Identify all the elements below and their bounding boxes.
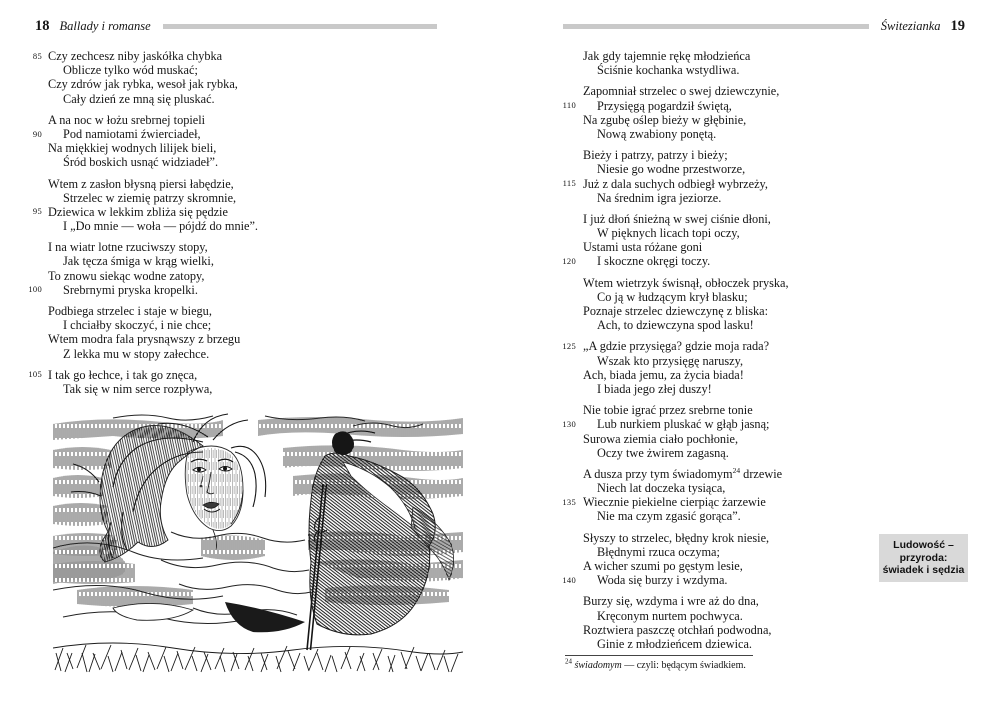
- stanza: [540, 403, 990, 460]
- poem-line-text: Przysięgą pogardził świętą,: [597, 98, 732, 113]
- poem-line-text: Bieży i patrzy, patrzy i bieży;: [583, 148, 728, 163]
- poem-line-text: To znowu siekąc wodne zatopy,: [48, 268, 205, 283]
- poem-line: [540, 290, 990, 304]
- poem-line: [25, 113, 475, 127]
- poem-line-text: Woda się burzy i wzdyma.: [597, 573, 728, 588]
- poem-column-left: [25, 49, 475, 403]
- poem-line: [540, 382, 990, 396]
- verse-line-number: 110: [562, 100, 576, 111]
- verse-line-number: 140: [562, 574, 576, 585]
- poem-line-text: Jak tęcza śmiga w krąg wielki,: [63, 254, 214, 269]
- poem-line-text: Burzy się, wzdyma i wre aż do dna,: [583, 594, 759, 609]
- poem-line-text: Nową zwabiony ponętą.: [597, 126, 717, 141]
- poem-line: [540, 304, 990, 318]
- poem-line-text: Wiecznie piekielne cierpiąc żarzewie: [583, 495, 766, 510]
- poem-line: [25, 254, 475, 268]
- stanza: [25, 177, 475, 234]
- poem-line: [540, 495, 990, 509]
- footnote-rest: — czyli: będącym świadkiem.: [621, 660, 746, 671]
- left-running-title: Ballady i romanse: [59, 18, 151, 33]
- stanza: [25, 240, 475, 297]
- poem-line-text: Czy zechcesz niby jaskółka chybka: [48, 49, 223, 63]
- poem-line: [540, 339, 990, 353]
- poem-line: [25, 240, 475, 254]
- poem-line: [25, 205, 475, 219]
- poem-line-text: I na wiatr lotne rzuciwszy stopy,: [48, 240, 208, 255]
- poem-line: [540, 467, 990, 481]
- poem-line: [540, 127, 990, 141]
- nymph-face: [185, 446, 243, 550]
- poem-line: [540, 637, 990, 651]
- poem-line: [540, 509, 990, 523]
- stanza: [540, 84, 990, 141]
- stanza: [540, 467, 990, 524]
- poem-line-text: Surowa ziemia ciało pochłonie,: [583, 431, 739, 446]
- poem-line-text: I chciałby skoczyć, i nie chce;: [63, 318, 212, 333]
- poem-line: [540, 113, 990, 127]
- stanza: [540, 49, 990, 77]
- poem-line-text: Lub nurkiem pluskać w głąb jasną;: [597, 417, 770, 432]
- right-page-header: [563, 17, 965, 35]
- poem-line-text: Cały dzień ze mną się pluskać.: [63, 91, 215, 106]
- poem-line-text: Na zgubę oślep bieży w głębinie,: [583, 112, 747, 127]
- dark-wave-shape: [225, 602, 305, 632]
- margin-note: [879, 534, 968, 582]
- poem-line: [25, 332, 475, 346]
- poem-line: [25, 347, 475, 361]
- poem-line-text: Roztwiera paszczę otchłań podwodna,: [583, 622, 772, 637]
- poem-line-text: Pod namiotami źwierciadeł,: [63, 126, 201, 141]
- poem-line: [25, 219, 475, 233]
- poem-line-text: Słyszy to strzelec, błędny krok niesie,: [583, 530, 770, 545]
- poem-line: [25, 304, 475, 318]
- poem-line-text: A wicher szumi po gęstym lesie,: [583, 559, 743, 573]
- poem-line-text: Na miękkiej wodnych lilijek bieli,: [48, 141, 217, 156]
- poem-line-text: Czy zdrów jak rybka, wesoł jak rybka,: [48, 77, 238, 92]
- left-page-number: 18: [35, 18, 50, 34]
- poem-line-text: Nie tobie igrać przez srebrne tonie: [583, 403, 753, 418]
- poem-line-text: Kręconym nurtem pochwyca.: [597, 608, 743, 623]
- poem-line-text: Poznaje strzelec dziewczynę z bliska:: [583, 304, 769, 318]
- poem-line-text: Ach, to dziewczyna spod lasku!: [597, 318, 754, 333]
- poem-line: [25, 269, 475, 283]
- poem-line-text: Błędnymi rzuca oczyma;: [597, 544, 720, 559]
- margin-note-line: przyroda:: [899, 551, 948, 564]
- poem-line-text: I biada jego złej duszy!: [597, 381, 712, 396]
- poem-line: [540, 84, 990, 98]
- poem-line: [540, 212, 990, 226]
- poem-line-text: Wtem modra fala prysnąwszy z brzegu: [48, 332, 241, 347]
- poem-line: [540, 446, 990, 460]
- verse-line-number: 90: [32, 128, 42, 139]
- illustration-pen-drawing: [53, 412, 463, 697]
- poem-line-text: Ach, biada jemu, za życia biada!: [583, 367, 744, 382]
- poem-line: [540, 354, 990, 368]
- poem-line-text: Niech lat doczeka tysiąca,: [597, 481, 726, 496]
- poem-line-text: Wtem z zasłon błysną piersi łabędzie,: [48, 176, 234, 191]
- verse-line-number: 125: [562, 340, 576, 351]
- poem-line: [540, 417, 990, 431]
- verse-line-number: 105: [28, 369, 42, 380]
- poem-line-text: Srebrnymi pryska kropelki.: [63, 282, 198, 297]
- poem-line: [540, 403, 990, 417]
- left-page-header: [35, 17, 437, 35]
- poem-line-text: Ściśnie kochanka wstydliwa.: [597, 63, 740, 78]
- margin-note-line: świadek i sędzia: [882, 564, 965, 576]
- poem-line-text: I już dłoń śnieżną w swej ciśnie dłoni,: [583, 211, 771, 226]
- stanza: [540, 594, 990, 651]
- poem-line-text: „A gdzie przysięga? gdzie moja rada?: [583, 339, 770, 354]
- right-page-number: 19: [950, 18, 965, 34]
- margin-note-line: Ludowość –: [893, 539, 954, 551]
- poem-line-text: Strzelec w ziemię patrzy skromnie,: [63, 190, 237, 205]
- poem-line-text: A na noc w łożu srebrnej topieli: [48, 112, 206, 127]
- poem-line: [540, 368, 990, 382]
- verse-line-number: 115: [562, 178, 576, 189]
- poem-line: [25, 92, 475, 106]
- poem-line: [540, 49, 990, 63]
- poem-line: [540, 623, 990, 637]
- poem-line: [25, 155, 475, 169]
- poem-line-text: Jak gdy tajemnie rękę młodzieńca: [583, 49, 751, 63]
- poem-line: [25, 191, 475, 205]
- poem-line-text: Dziewica w lekkim zbliża się pędzie: [48, 204, 228, 219]
- poem-line: [540, 318, 990, 332]
- shore-grass: [53, 643, 463, 672]
- poem-line-text: I skoczne okręgi toczy.: [597, 254, 711, 269]
- right-header-rule: [563, 24, 869, 29]
- poem-line: [25, 318, 475, 332]
- poem-line: [540, 191, 990, 205]
- poem-line: [25, 127, 475, 141]
- poem-line: [540, 432, 990, 446]
- poem-line: [540, 609, 990, 623]
- poem-line-text: Śród boskich usnąć widziadeł”.: [63, 155, 219, 170]
- poem-line-text: A dusza przy tym świadomym$^{24}$ drzewie: [583, 465, 783, 481]
- footnote-marker: 24: [565, 657, 572, 666]
- footnote: [565, 655, 875, 672]
- poem-line: [25, 382, 475, 396]
- footnote-term: świadomym: [574, 660, 622, 671]
- poem-line-text: Podbiega strzelec i staje w biegu,: [48, 304, 212, 318]
- poem-line: [25, 368, 475, 382]
- poem-line-text: Ginie z młodzieńcem dziewica.: [597, 636, 753, 651]
- verse-line-number: 130: [562, 418, 576, 429]
- poem-line: [25, 283, 475, 297]
- poem-line-text: Tak się w nim serce rozpływa,: [63, 381, 213, 396]
- poem-line-text: I „Do mnie — woła — pójdź do mnie”.: [63, 219, 258, 234]
- poem-line: [540, 177, 990, 191]
- poem-line-text: Nie ma czym zgasić gorąca”.: [597, 509, 741, 524]
- poem-line-text: Wtem wietrzyk świsnął, obłoczek pryska,: [583, 275, 789, 290]
- stanza: [25, 368, 475, 396]
- poem-line-text: W pięknych licach topi oczy,: [597, 226, 740, 241]
- poem-line-text: Oczy twe żwirem zagasną.: [597, 445, 729, 460]
- poem-line: [540, 481, 990, 495]
- poem-line-text: Wszak kto przysięgę naruszy,: [597, 353, 744, 368]
- poem-line: [25, 77, 475, 91]
- poem-line: [540, 226, 990, 240]
- left-header-rule: [163, 24, 437, 29]
- poem-line: [540, 276, 990, 290]
- poem-line: [540, 99, 990, 113]
- poem-line: [540, 148, 990, 162]
- poem-line-text: Zapomniał strzelec o swej dziewczynie,: [583, 84, 780, 99]
- poem-line-text: Z lekka mu w stopy załechce.: [63, 346, 210, 361]
- poem-line: [540, 63, 990, 77]
- footnote-text: [565, 657, 875, 672]
- poem-line-text: Ustami usta różane goni: [583, 240, 703, 255]
- poem-line: [540, 162, 990, 176]
- stanza: [540, 148, 990, 205]
- poem-line: [540, 594, 990, 608]
- poem-line-text: Na średnim igra jeziorze.: [597, 190, 722, 205]
- stanza: [540, 212, 990, 269]
- poem-line: [25, 63, 475, 77]
- verse-line-number: 135: [562, 496, 576, 507]
- poem-line-text: Niesie go wodne przestworze,: [597, 162, 746, 177]
- verse-line-number: 120: [562, 256, 576, 267]
- poem-line-text: I tak go łechce, i tak go znęca,: [48, 367, 198, 382]
- stanza: [540, 276, 990, 333]
- stanza: [25, 304, 475, 361]
- poem-line: [540, 240, 990, 254]
- stanza: [25, 113, 475, 170]
- poem-line-text: Już z dala suchych odbiegł wybrzeży,: [583, 176, 768, 191]
- verse-line-number: 100: [28, 284, 42, 295]
- bank-rock: [113, 603, 193, 620]
- poem-line: [25, 177, 475, 191]
- poem-line-text: Oblicze tylko wód muskać;: [63, 63, 198, 78]
- stanza: [25, 49, 475, 106]
- footnote-rule: [565, 655, 753, 656]
- footnote-reference: 24: [732, 465, 741, 475]
- stanza: [540, 339, 990, 396]
- poem-line-text: Co ją w łudzącym krył blasku;: [597, 289, 748, 304]
- poem-line: [540, 254, 990, 268]
- verse-line-number: 85: [32, 50, 42, 61]
- poem-line: [25, 49, 475, 63]
- poem-line: [25, 141, 475, 155]
- right-running-title: Świtezianka: [880, 18, 941, 33]
- verse-line-number: 95: [32, 206, 42, 217]
